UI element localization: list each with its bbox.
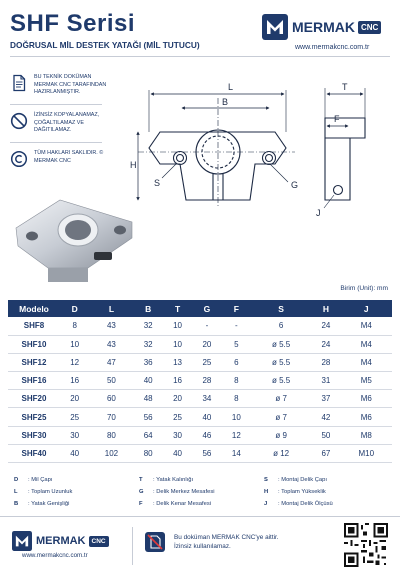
table-cell: 24	[311, 335, 340, 353]
dim-label-h: H	[130, 160, 137, 170]
note-item	[10, 112, 114, 135]
table-cell: M8	[341, 426, 392, 444]
note-text: İZİNSİZ KOPYALANAMAZ, ÇOĞALTILAMAZ VE DAĞITILAMAZ.	[34, 112, 100, 134]
table-cell: 16	[163, 372, 192, 390]
note-item	[10, 74, 114, 97]
table-cell: 43	[89, 317, 133, 335]
column-header: D	[60, 300, 89, 317]
table-cell: SHF10	[8, 335, 60, 353]
brand-logo	[262, 14, 381, 40]
table-cell: M5	[341, 372, 392, 390]
table-cell: 20	[192, 335, 221, 353]
table-cell: SHF20	[8, 390, 60, 408]
table-cell: 56	[192, 444, 221, 462]
note-divider	[10, 142, 102, 143]
table-cell: 43	[89, 335, 133, 353]
website-link[interactable]: www.mermakcnc.com.tr	[295, 44, 370, 51]
dim-label-g: G	[291, 180, 299, 190]
column-header: S	[251, 300, 311, 317]
table-cell: 20	[163, 390, 192, 408]
table-cell: 6	[251, 317, 311, 335]
table-cell: 28	[192, 372, 221, 390]
table-row	[8, 353, 392, 371]
column-header: F	[222, 300, 251, 317]
table-cell: 28	[311, 353, 340, 371]
dim-label-j: J	[316, 208, 321, 218]
table-cell: 8	[222, 390, 251, 408]
table-cell: 80	[89, 426, 133, 444]
table-cell: 30	[163, 426, 192, 444]
dim-label-s: S	[154, 178, 161, 188]
footer-divider	[132, 527, 133, 565]
table-cell: 50	[311, 426, 340, 444]
table-row	[8, 317, 392, 335]
footer-notice-line: Bu doküman MERMAK CNC'ye aittir.	[174, 534, 279, 541]
page-title: SHF Serisi	[10, 10, 136, 37]
table-cell: SHF12	[8, 353, 60, 371]
footer-notice-line: İzinsiz kullanılamaz.	[174, 543, 231, 550]
table-cell: 10	[163, 317, 192, 335]
table-cell: 25	[60, 408, 89, 426]
table-cell: 48	[133, 390, 162, 408]
table-cell: 6	[222, 353, 251, 371]
table-cell: 24	[311, 317, 340, 335]
table-row	[8, 335, 392, 353]
table-cell: 37	[311, 390, 340, 408]
table-cell: 12	[222, 426, 251, 444]
table-cell: 30	[60, 426, 89, 444]
column-header: L	[89, 300, 133, 317]
document-icon	[10, 74, 28, 92]
table-cell: ø 9	[251, 426, 311, 444]
legend-item: L : Toplam Uzunluk	[14, 489, 73, 495]
table-cell: ø 7	[251, 390, 311, 408]
table-cell: 36	[133, 353, 162, 371]
column-header: T	[163, 300, 192, 317]
table-cell: 32	[133, 335, 162, 353]
table-cell: SHF25	[8, 408, 60, 426]
table-cell: M4	[341, 317, 392, 335]
table-cell: 46	[192, 426, 221, 444]
table-cell: ø 5.5	[251, 372, 311, 390]
table-cell: 12	[60, 353, 89, 371]
table-cell: 10	[222, 408, 251, 426]
table-cell: 67	[311, 444, 340, 462]
mermak-logo-icon	[12, 531, 32, 551]
legend-item: G : Delik Merkez Mesafesi	[139, 489, 215, 495]
table-row	[8, 372, 392, 390]
table-row	[8, 444, 392, 462]
brand-tag: CNC	[358, 21, 381, 34]
table-cell: 8	[60, 317, 89, 335]
column-header: B	[133, 300, 162, 317]
legend-row	[14, 489, 389, 495]
dim-label-t: T	[342, 82, 348, 92]
column-header: G	[192, 300, 221, 317]
note-text: BU TEKNİK DOKÜMAN MERMAK CNC TARAFINDAN HAZIRLANMIŞTIR.	[34, 74, 107, 96]
table-cell: 40	[163, 444, 192, 462]
front-view	[149, 130, 286, 200]
legend-item: J : Montaj Delik Ölçüsü	[264, 501, 333, 507]
table-header-row	[8, 300, 392, 317]
note-text: TÜM HAKLARI SAKLIDIR. © MERMAK CNC	[34, 150, 104, 164]
dim-label-l: L	[228, 82, 234, 92]
copyright-icon	[10, 150, 28, 168]
footer	[0, 516, 400, 570]
header-divider	[10, 56, 390, 57]
side-view	[325, 118, 365, 200]
table-cell: ø 5.5	[251, 335, 311, 353]
dim-label-f: F	[334, 114, 340, 124]
legend-item: H : Toplam Yükseklik	[264, 489, 326, 495]
table-cell: 42	[311, 408, 340, 426]
mermak-logo-icon	[262, 14, 288, 40]
unit-label: Birim (Unit): mm	[340, 285, 388, 292]
table-cell: 31	[311, 372, 340, 390]
table-cell: 102	[89, 444, 133, 462]
legend-item: S : Montaj Delik Çapı	[264, 477, 327, 483]
table-cell: SHF40	[8, 444, 60, 462]
table-cell: 20	[60, 390, 89, 408]
table-cell: 70	[89, 408, 133, 426]
table-cell: M4	[341, 335, 392, 353]
legend-item: T : Yatak Kalınlığı	[139, 477, 194, 483]
table-cell: 10	[163, 335, 192, 353]
no-copy-icon	[10, 112, 28, 130]
table-cell: 32	[133, 317, 162, 335]
table-cell: M10	[341, 444, 392, 462]
table-cell: 25	[192, 353, 221, 371]
column-header: J	[341, 300, 392, 317]
table-row	[8, 390, 392, 408]
table-cell: 5	[222, 335, 251, 353]
product-image	[8, 186, 136, 286]
column-header: H	[311, 300, 340, 317]
legend-item: B : Yatak Genişliği	[14, 501, 70, 507]
table-cell: 34	[192, 390, 221, 408]
qr-code-icon[interactable]	[344, 523, 388, 567]
technical-drawing	[110, 78, 400, 228]
spec-table	[8, 300, 392, 463]
table-cell: 80	[133, 444, 162, 462]
legend-row	[14, 501, 389, 507]
footer-notice	[174, 533, 279, 551]
table-cell: 64	[133, 426, 162, 444]
table-cell: 40	[192, 408, 221, 426]
table-cell: M6	[341, 408, 392, 426]
table-row	[8, 408, 392, 426]
footer-brand	[12, 531, 109, 551]
table-cell: 47	[89, 353, 133, 371]
table-cell: SHF8	[8, 317, 60, 335]
note-divider	[10, 104, 102, 105]
table-cell: -	[222, 317, 251, 335]
table-row	[8, 426, 392, 444]
legend-row	[14, 477, 389, 483]
table-cell: 40	[133, 372, 162, 390]
legend-item: F : Delik Kenar Mesafesi	[139, 501, 212, 507]
table-cell: 16	[60, 372, 89, 390]
table-cell: SHF30	[8, 426, 60, 444]
table-cell: 14	[222, 444, 251, 462]
table-cell: M4	[341, 353, 392, 371]
table-cell: 50	[89, 372, 133, 390]
column-header: Modelo	[8, 300, 60, 317]
table-cell: 8	[222, 372, 251, 390]
dim-label-b: B	[222, 97, 229, 107]
footer-website-link[interactable]: www.mermakcnc.com.tr	[22, 552, 88, 559]
page-subtitle: DOĞRUSAL MİL DESTEK YATAĞI (MİL TUTUCU)	[10, 40, 200, 50]
no-copy-document-icon	[144, 531, 166, 553]
footer-brand-tag: CNC	[89, 536, 109, 547]
table-cell: 60	[89, 390, 133, 408]
footer-brand-name: MERMAK	[36, 535, 86, 547]
table-cell: -	[192, 317, 221, 335]
table-cell: ø 12	[251, 444, 311, 462]
table-cell: 13	[163, 353, 192, 371]
table-cell: 40	[60, 444, 89, 462]
table-cell: 56	[133, 408, 162, 426]
table-cell: SHF16	[8, 372, 60, 390]
table-cell: ø 7	[251, 408, 311, 426]
table-cell: M6	[341, 390, 392, 408]
table-cell: ø 5.5	[251, 353, 311, 371]
table-cell: 10	[60, 335, 89, 353]
note-item	[10, 150, 114, 168]
brand-name: MERMAK	[292, 19, 355, 35]
legend-item: D : Mil Çapı	[14, 477, 53, 483]
table-cell: 25	[163, 408, 192, 426]
